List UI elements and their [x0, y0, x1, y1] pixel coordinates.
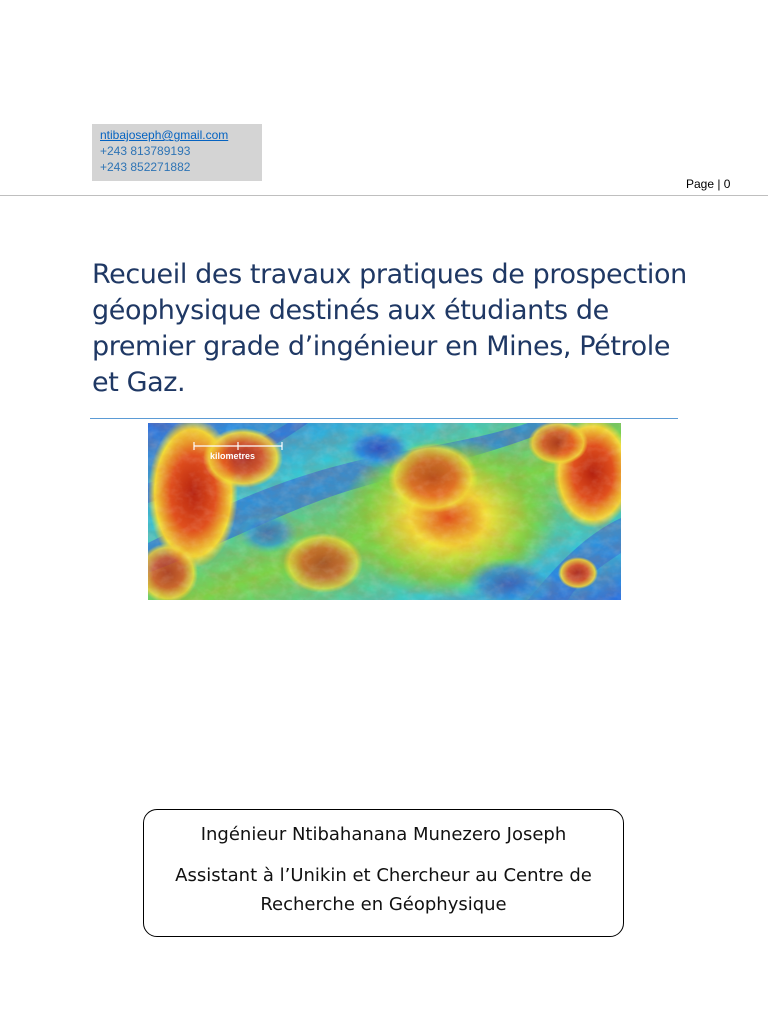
map-relief — [148, 423, 621, 600]
page-number: Page | 0 — [686, 177, 731, 191]
geophysical-map-image — [148, 423, 621, 600]
author-name: Ingénieur Ntibahanana Munezero Joseph — [200, 824, 567, 845]
map-scale-label: kilometres — [210, 451, 256, 461]
contact-email-link[interactable]: ntibajoseph@gmail.com — [100, 128, 229, 142]
geophysical-map-svg — [148, 423, 621, 600]
contact-phone-2: +243 852271882 — [100, 160, 191, 174]
document-title: Recueil des travaux pratiques de prospection géophysique destinés aux étudiants de premier grade d’ingénieur en Mines, Pétrole et Gaz. — [92, 259, 687, 398]
contact-phone-1: +243 813789193 — [100, 144, 191, 158]
author-role: Assistant à l’Unikin et Chercheur au Centre de Recherche en Géophysique — [175, 865, 592, 915]
title-divider — [90, 418, 678, 419]
header-divider — [0, 195, 768, 196]
page-header — [0, 175, 768, 196]
author-box — [143, 809, 624, 937]
contact-box — [92, 124, 262, 181]
